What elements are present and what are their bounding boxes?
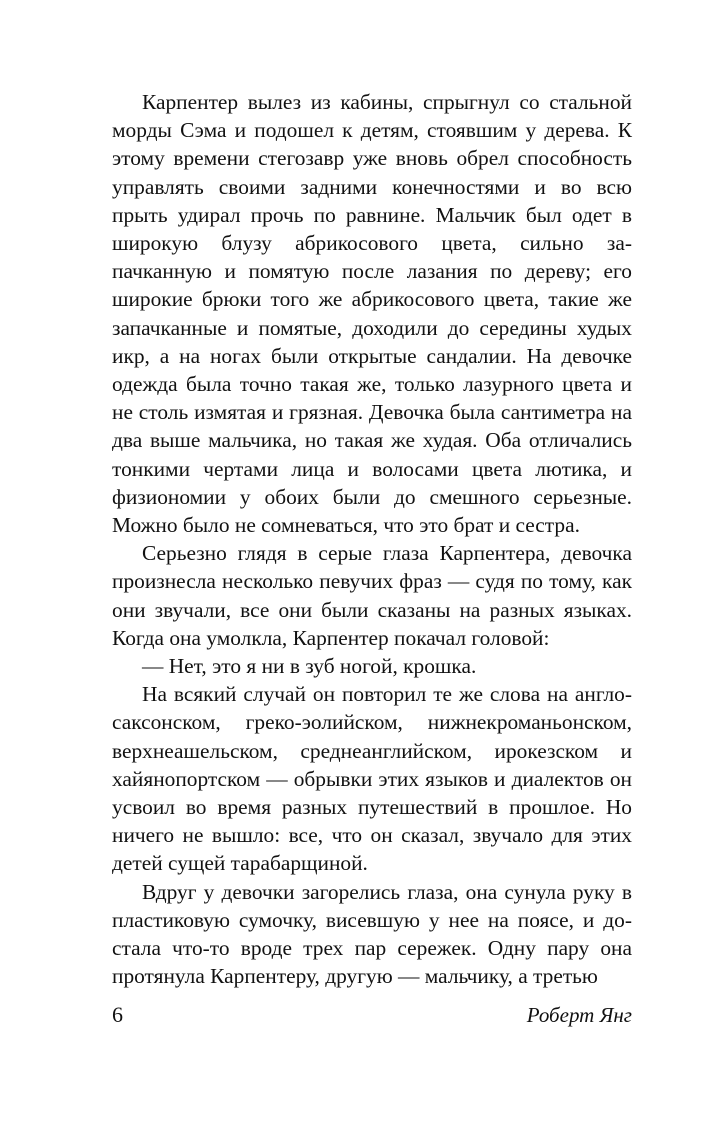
paragraph-2: Серьезно глядя в серые глаза Карпентера, девочка произнесла несколько певучих фраз — судя по тому, как они звучали, все они были сказаны на разных языках. Когда она умолкла, Карпентер покачал головой: [112, 541, 632, 650]
paragraph-4: На всякий случай он повторил те же слова на англосаксонском, греко-эолийском, нижнекроманьонском, верхнеашельском, среднеанглийском, ирокезском и хайянопортском — обрывки этих языков и диалектов он усвоил во время разных путешествий в прошлое. Но ничего не вышло: все, что он сказал, звучало для этих детей сущей тарабарщиной. [112, 682, 632, 876]
running-author: Роберт Янг [526, 1003, 632, 1027]
page-number: 6 [112, 1002, 123, 1027]
page-footer [112, 1000, 632, 1030]
paragraph-1: Карпентер вылез из кабины, спрыгнул со стальной морды Сэма и подошел к детям, стоявшим у дерева. К этому времени стегозавр уже вновь обрел способность управлять своими задними конечностями и во всю прыть удирал прочь по равнине. Мальчик был одет в широкую блузу абрикосового цвета, сильно запачканную и помятую после лазания по дереву; его широкие брюки того же абрикосового цвета, такие же запачканные и помятые, доходили до середины худых икр, а на ногах были открытые сандалии. На девочке одежда была точно такая же, только лазурного цвета и не столь измятая и грязная. Девочка была сантиметра на два выше мальчика, но такая же худая. Оба отличались тонкими чертами лица и волосами цвета лютика, и физиономии у обоих были до смешного серьезные. Можно было не сомневаться, что это брат и сестра. [112, 90, 632, 538]
paragraph-3-dialogue: — Нет, это я ни в зуб ногой, крошка. [142, 654, 477, 679]
paragraph-5: Вдруг у девочки загорелись глаза, она сунула руку в пластиковую сумочку, висевшую у нее на поясе, и достала что-то вроде трех пар сережек. Одну пару она протянула Карпентеру, другую — мальчику, а третью [112, 879, 632, 989]
body-text [112, 88, 632, 991]
